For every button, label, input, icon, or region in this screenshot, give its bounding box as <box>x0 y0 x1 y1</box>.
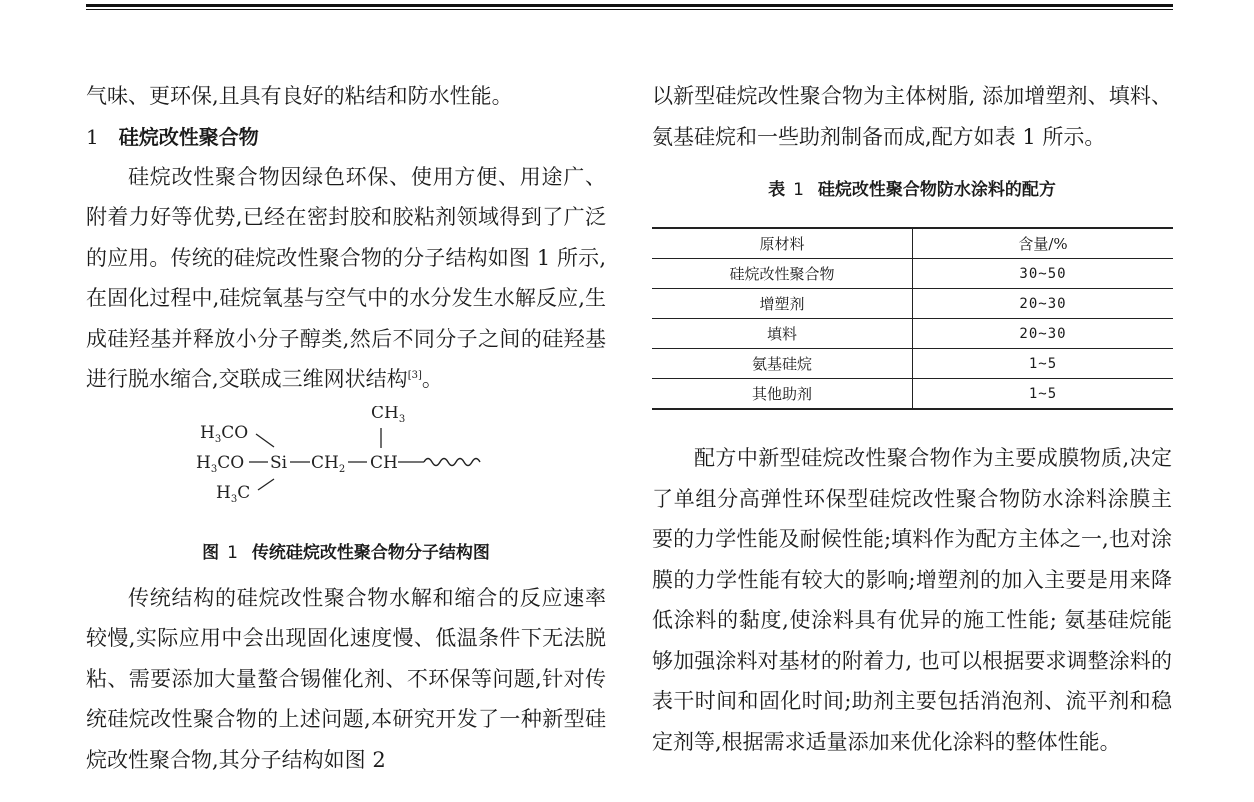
section-title: 硅烷改性聚合物 <box>118 124 259 149</box>
header-rule-thick <box>86 4 1173 7</box>
row-material: 增塑剂 <box>652 289 913 319</box>
row-material: 硅烷改性聚合物 <box>652 259 913 289</box>
silicon-atom: Si <box>270 452 288 473</box>
h3co-group-middle: $H_3CO$ <box>196 452 245 475</box>
left-paragraph-1-end: 。 <box>421 367 443 391</box>
figure-label: 图 <box>202 542 220 563</box>
row-content: 30~50 <box>913 259 1174 289</box>
polymer-chain-wavy <box>424 458 480 465</box>
figure-caption <box>86 538 606 568</box>
molecular-structure-figure <box>86 406 606 536</box>
header-material: 原材料 <box>652 228 913 259</box>
formula-table <box>652 227 1173 410</box>
citation-ref: [3] <box>407 370 422 381</box>
row-material: 其他助剂 <box>652 379 913 410</box>
left-paragraph-1 <box>86 157 606 400</box>
h3c-group: $H_3C$ <box>216 482 251 505</box>
bond-bottom-left <box>258 479 274 490</box>
table-row <box>652 319 1173 349</box>
left-intro-paragraph: 气味、更环保,且具有良好的粘结和防水性能。 <box>86 84 513 108</box>
table-row <box>652 349 1173 379</box>
table-caption <box>652 175 1172 205</box>
right-column <box>652 76 1172 762</box>
row-content: 1~5 <box>913 349 1174 379</box>
row-content: 20~30 <box>913 319 1174 349</box>
ch2-group: $CH_2$ <box>311 452 346 475</box>
left-column <box>86 76 606 780</box>
table-number: 1 <box>793 180 804 200</box>
table-row <box>652 289 1173 319</box>
ch-group: CH <box>370 452 398 473</box>
row-material: 填料 <box>652 319 913 349</box>
h3co-group-top: $H_3CO$ <box>200 422 249 445</box>
right-paragraph-1: 配方中新型硅烷改性聚合物作为主要成膜物质,决定了单组分高弹性环保型硅烷改性聚合物防水涂料涂膜主要的力学性能及耐候性能;填料作为配方主体之一,也对涂膜的力学性能有较大的影响;增塑剂的加入主要是用来降低涂料的黏度,使涂料具有优异的施工性能; 氨基硅烷能够加强涂料对基材的附着力, 也可以根据要求调整涂料的表干时间和固化时间;助剂主要包括消泡剂、流平剂和稳定剂等,根据需求适量添加来优化涂料的整体性能。 <box>652 446 1172 754</box>
figure-title: 传统硅烷改性聚合物分子结构图 <box>251 542 490 563</box>
molecular-structure-diagram <box>186 406 506 536</box>
header-rule-thin <box>86 9 1173 10</box>
section-number: 1 <box>86 124 99 149</box>
row-content: 20~30 <box>913 289 1174 319</box>
row-content: 1~5 <box>913 379 1174 410</box>
figure-number: 1 <box>227 542 238 563</box>
table-row <box>652 259 1173 289</box>
section-heading <box>86 117 606 157</box>
table-header-row <box>652 228 1173 259</box>
left-paragraph-2: 传统结构的硅烷改性聚合物水解和缩合的反应速率较慢,实际应用中会出现固化速度慢、低温条件下无法脱粘、需要添加大量螯合锡催化剂、不环保等问题,针对传统硅烷改性聚合物的上述问题,本研究开发了一种新型硅烷改性聚合物,其分子结构如图 2 <box>86 585 606 772</box>
table-label: 表 <box>768 180 786 200</box>
bond-top-left <box>256 434 274 447</box>
ch3-group: $CH_3$ <box>371 405 406 425</box>
left-paragraph-1-text: 硅烷改性聚合物因绿色环保、使用方便、用途广、附着力好等优势,已经在密封胶和胶粘剂领域得到了广泛的应用。传统的硅烷改性聚合物的分子结构如图 1 所示,在固化过程中,硅烷氧基与空气中的水分发生水解反应,生成硅羟基并释放小分子醇类,然后不同分子之间的硅羟基进行脱水缩合,交联成三维网状结构 <box>86 164 606 391</box>
row-material: 氨基硅烷 <box>652 349 913 379</box>
header-content: 含量/% <box>913 228 1174 259</box>
table-row <box>652 379 1173 410</box>
right-intro-paragraph: 以新型硅烷改性聚合物为主体树脂, 添加增塑剂、填料、氨基硅烷和一些助剂制备而成,配方如表 1 所示。 <box>652 84 1172 149</box>
table-title: 硅烷改性聚合物防水涂料的配方 <box>817 180 1056 200</box>
